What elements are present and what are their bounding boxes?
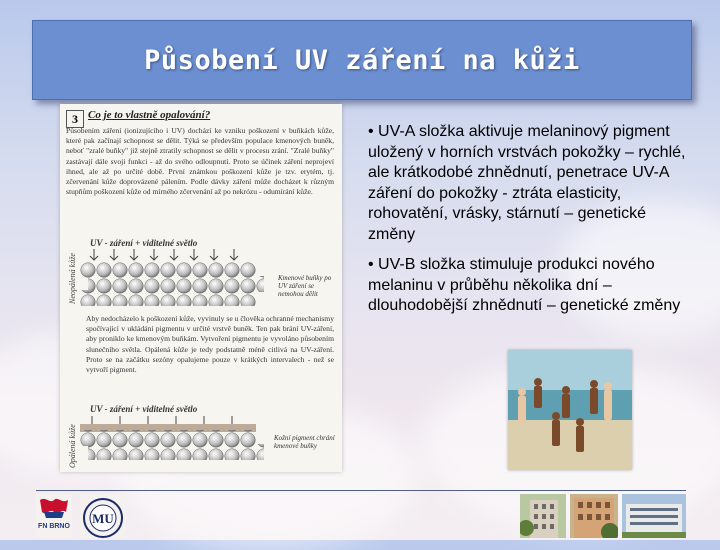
beach-photo bbox=[508, 350, 632, 470]
mu-seal-logo bbox=[80, 494, 126, 538]
mu-seal-text: MU bbox=[92, 511, 114, 526]
footer-divider bbox=[36, 490, 686, 491]
figure-number: 3 bbox=[66, 110, 84, 128]
bullet-list bbox=[368, 122, 690, 327]
figure-band-label-2: UV - záření + viditelné světlo bbox=[90, 404, 198, 414]
figure-paragraph-1: Působením záření (ionizujícího i UV) dochází ke vzniku poškození v buňkách kůže, které pak začínají schopnost se dělit. Týká se především populace kmenových buněk, neboť "zralé buňky" již stejně ztratily schopnost se dělit v procesu zrání. "Zralé buňky" zastávají dále svoji funkci - až do svého odloupnutí. Proto se účinek záření neprojeví ihned, ale až po určité době. První známkou poškození kůže je tzv. erytém, tj. zčervenání kůže doprovázené pálením. Podle dávky záření může docházet k různým stupňům poškození kůže od mírného zčervenání až po nekrózu - odumírání kůže. bbox=[66, 126, 334, 197]
bullet-uvb: • UV-B složka stimuluje produkci nového melaninu v průběhu několika dní – dlouhodobější zhnědnutí – genetické změny bbox=[368, 256, 681, 314]
building-photo-2 bbox=[570, 494, 618, 538]
arrows-illustration-1 bbox=[86, 248, 246, 262]
building-photo-3 bbox=[622, 494, 686, 538]
figure-side-label-1: Neopálená kůže bbox=[68, 253, 77, 304]
fn-brno-logo-text: FN BRNO bbox=[38, 523, 70, 530]
scanned-document-figure bbox=[60, 104, 342, 472]
building-photo-1 bbox=[520, 494, 566, 538]
figure-question-heading: Co je to vlastně opalování? bbox=[88, 109, 211, 121]
figure-side-label-2: Opálená kůže bbox=[68, 424, 77, 468]
figure-note-1: Kmenové buňky po UV záření se nemohou dělit bbox=[278, 274, 332, 298]
figure-note-2: Kožní pigment chrání kmenové buňky bbox=[274, 434, 335, 450]
skin-cells-illustration-2 bbox=[80, 416, 270, 468]
figure-band-label-1: UV - záření + viditelné světlo bbox=[90, 238, 198, 248]
bullet-uva: • UV-A složka aktivuje melaninový pigment uložený v horních vrstvách pokožky – rychlé, ale krátkodobé zhnědnutí, penetrace UV-A záření do pokožky - ztráta elasticity, rohovatění, vrásky, stárnutí – genetické změny bbox=[368, 123, 686, 243]
slide-title-bar bbox=[32, 20, 692, 100]
slide-title: Působení UV záření na kůži bbox=[144, 44, 580, 76]
fn-brno-logo bbox=[36, 494, 72, 538]
skin-cells-illustration-1 bbox=[80, 262, 270, 310]
figure-paragraph-2: Aby nedocházelo k poškození kůže, vyvinuly se u člověka ochranné mechanismy spočívající v ukládání pigmentu v určité vrstvě buněk. Ten pak brání UV-záření, aby proniklo ke kmenovým buňkám. Vytvoření pigmentu je vyvoláno působením slunečního světla. Opálená kůže je tedy podstatně méně citlivá na UV-záření. Proto se na začátku sezóny opalujeme pouze v krátkých intervalech - než se vytvoří pigment. bbox=[86, 314, 334, 375]
